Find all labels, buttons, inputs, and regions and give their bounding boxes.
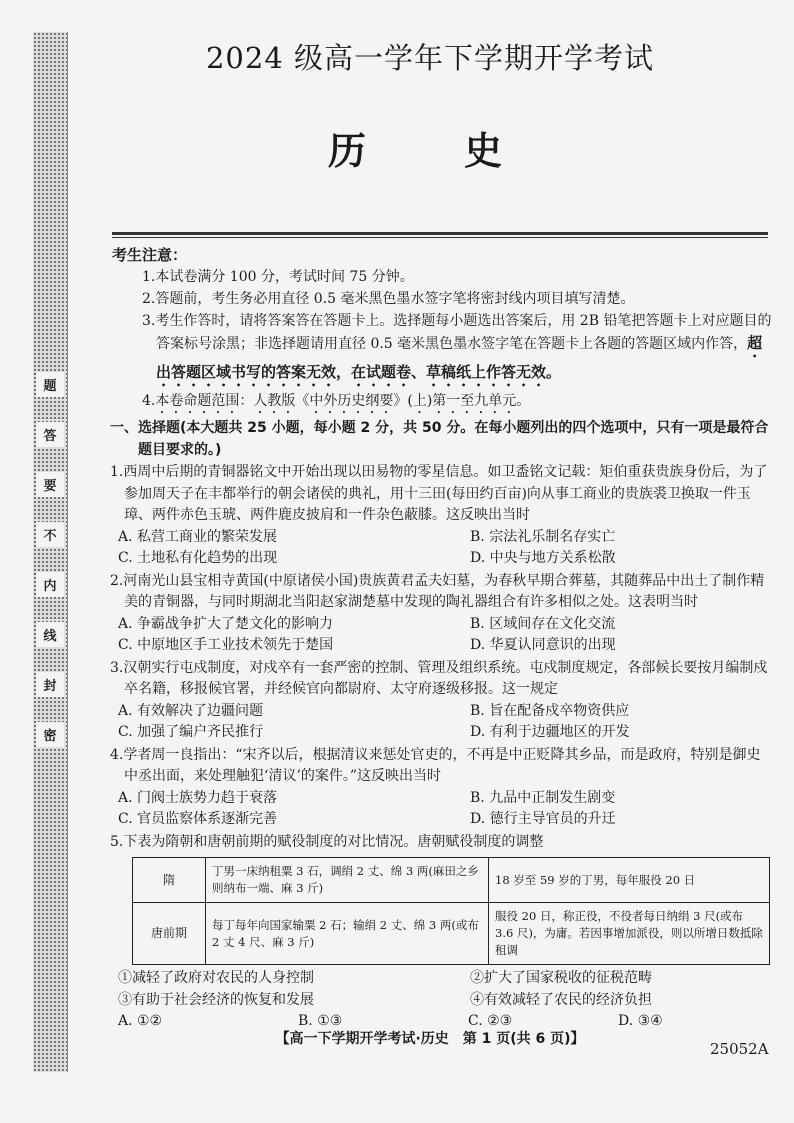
table-cell: 服役 20 日，称正役，不役者每日纳绢 3 尺(或布 3.6 尺)，为庸。若因事增加派役，则以所增日数抵除租调 — [489, 903, 770, 965]
options — [110, 701, 774, 744]
notice-item — [112, 288, 772, 310]
option[interactable]: B. 区域间存在文化交流 — [470, 615, 616, 632]
binding-strip — [33, 32, 68, 1072]
option[interactable]: D. 华夏认同意识的出现 — [470, 637, 616, 653]
option[interactable]: B. ①③ — [298, 1013, 343, 1029]
question-number: 4. — [110, 746, 124, 763]
option[interactable]: D. ③④ — [618, 1013, 663, 1029]
binding-label: 密 — [36, 722, 64, 747]
statement: ①减轻了政府对农民的人身控制 — [118, 970, 314, 986]
options — [110, 788, 774, 831]
table-row — [133, 858, 770, 903]
table-cell: 唐前期 — [133, 903, 206, 965]
question — [110, 571, 774, 657]
notice-heading: 考生注意： — [112, 246, 188, 264]
notice-item — [112, 266, 772, 288]
comparison-table — [132, 857, 770, 965]
subject-title: 历 史 — [327, 129, 532, 173]
section-title: 一、选择题(本大题共 25 小题，每小题 2 分，共 50 分。在每小题列出的四个选项中，只有一项是最符合题目要求的。) — [110, 420, 769, 458]
option[interactable]: D. 德行主导官员的升迁 — [470, 811, 616, 827]
question-number: 5. — [110, 833, 124, 850]
binding-label: 要 — [36, 472, 64, 497]
question-number: 2. — [110, 572, 124, 589]
question — [110, 832, 774, 1033]
notice-text: 考生作答时，请将答案答在答题卡上。选择题每小题选出答案后，用 2B 铅笔把答题卡上对应题目的答案标号涂黑；非选择题请用直径 0.5 毫米黑色墨水签字笔在答题卡上各题的答题区域内作答， — [155, 313, 772, 352]
option[interactable]: B. 宗法礼乐制名存实亡 — [470, 528, 616, 545]
option[interactable]: A. 有效解决了边疆问题 — [118, 702, 264, 719]
questions-area — [110, 418, 774, 1033]
table-cell: 隋 — [133, 858, 206, 903]
table-row — [133, 903, 770, 965]
option[interactable]: B. 旨在配备戍卒物资供应 — [470, 702, 630, 719]
binding-label: 题 — [36, 372, 64, 397]
exam-title: 2024 级高一学年下学期开学考试 — [205, 41, 655, 75]
binding-label: 不 — [36, 522, 64, 547]
options — [110, 614, 774, 657]
option[interactable]: A. 门阀士族势力趋于衰落 — [118, 789, 278, 806]
notice-number: 1. — [142, 269, 156, 285]
question-stem: 河南光山县宝相寺黄国(中原诸侯小国)贵族黄君孟夫妇墓，为春秋早期合葬墓，其随葬品中出土了制作精美的青铜器，与同时期湖北当阳赵家湖楚墓中发现的陶礼器组合有许多相似之处。这表明当时 — [123, 572, 765, 610]
option[interactable]: D. 中央与地方关系松散 — [470, 550, 616, 566]
notice-number: 4. — [142, 393, 156, 409]
question-stem: 下表为隋朝和唐朝前期的赋役制度的对比情况。唐朝赋役制度的调整 — [123, 833, 544, 850]
notice-number: 2. — [142, 291, 156, 307]
option[interactable]: C. 加强了编户齐民推行 — [118, 724, 264, 740]
notice-text: 本试卷满分 100 分，考试时间 75 分钟。 — [155, 269, 414, 285]
options — [110, 527, 774, 570]
notice-text: 答题前，考生务必用直径 0.5 毫米黑色墨水签字笔将密封线内项目填写清楚。 — [155, 291, 635, 307]
notice-text: 本卷命题范围：人教版《中外历史纲要》(上)第一至九单元。 — [155, 393, 531, 409]
option[interactable]: C. 中原地区手工业技术领先于楚国 — [118, 637, 334, 653]
statement: ③有助于社会经济的恢复和发展 — [118, 991, 314, 1008]
binding-label: 内 — [36, 572, 64, 597]
binding-label: 答 — [36, 422, 64, 447]
question-stem: 西周中后期的青铜器铭文中开始出现以田易物的零星信息。如卫盉铭文记载：矩伯重获贵族身份后，为了参加周天子在丰都举行的朝会诸侯的典礼，用十三田(每田约百亩)向从事工商业的贵族裘卫换取一件玉璋、两件赤色玉琥、两件鹿皮披肩和一件杂色蔽膝。这反映出当时 — [123, 464, 768, 523]
option[interactable]: A. ①② — [118, 1013, 163, 1029]
notice-item — [112, 310, 772, 390]
table-cell: 18 岁至 59 岁的丁男，每年服役 20 日 — [489, 858, 770, 903]
notice-item — [112, 390, 772, 417]
option[interactable]: C. 官员监察体系逐渐完善 — [118, 811, 278, 827]
question-number: 3. — [110, 659, 124, 676]
divider — [112, 237, 768, 238]
question-stem: 学者周一良指出：“宋齐以后，根据清议来惩处官吏的，不再是中正贬降其乡品，而是政府，特别是御史中丞出面，来处理触犯‘清议’的案件。”这反映出当时 — [123, 746, 761, 784]
question — [110, 745, 774, 831]
option[interactable]: C. ②③ — [468, 1013, 513, 1029]
option[interactable]: C. 土地私有化趋势的出现 — [118, 550, 278, 566]
statement: ④有效减轻了农民的经济负担 — [470, 991, 652, 1008]
page-footer: 【高一下学期开学考试·历史 第 1 页(共 6 页)】 — [275, 1031, 585, 1047]
notice-emphasis: 超出答题区域书写的答案无效，在试题卷、草稿纸上作答无效。 — [156, 334, 763, 381]
notice-block — [112, 244, 772, 417]
binding-label: 线 — [36, 622, 64, 647]
question — [110, 658, 774, 744]
option[interactable]: B. 九品中正制发生剧变 — [470, 789, 616, 806]
statement: ②扩大了国家税收的征税范畴 — [470, 970, 652, 986]
option[interactable]: D. 有利于边疆地区的开发 — [470, 724, 630, 740]
table-cell: 丁男一床纳租粟 3 石，调绢 2 丈、绵 3 两(麻田之乡则纳布一端、麻 3 斤) — [206, 858, 489, 903]
question — [110, 462, 774, 570]
notice-number: 3. — [142, 313, 156, 329]
binding-label: 封 — [36, 672, 64, 697]
question-stem: 汉朝实行屯戍制度，对戍卒有一套严密的控制、管理及组织系统。屯戍制度规定，各部候长要按月编制戍卒名籍，移报候官署，并经候官向都尉府、太守府逐级移报。这一规定 — [123, 659, 768, 697]
question-number: 1. — [110, 464, 124, 480]
table-cell: 每丁每年向国家输粟 2 石；输绢 2 丈、绵 3 两(或布 2 丈 4 尺、麻 3 斤) — [206, 903, 489, 965]
statements — [110, 968, 774, 1011]
option[interactable]: A. 争霸战争扩大了楚文化的影响力 — [118, 615, 334, 632]
paper-code: 25052A — [710, 1040, 769, 1058]
divider — [112, 232, 768, 235]
option[interactable]: A. 私营工商业的繁荣发展 — [118, 528, 278, 545]
